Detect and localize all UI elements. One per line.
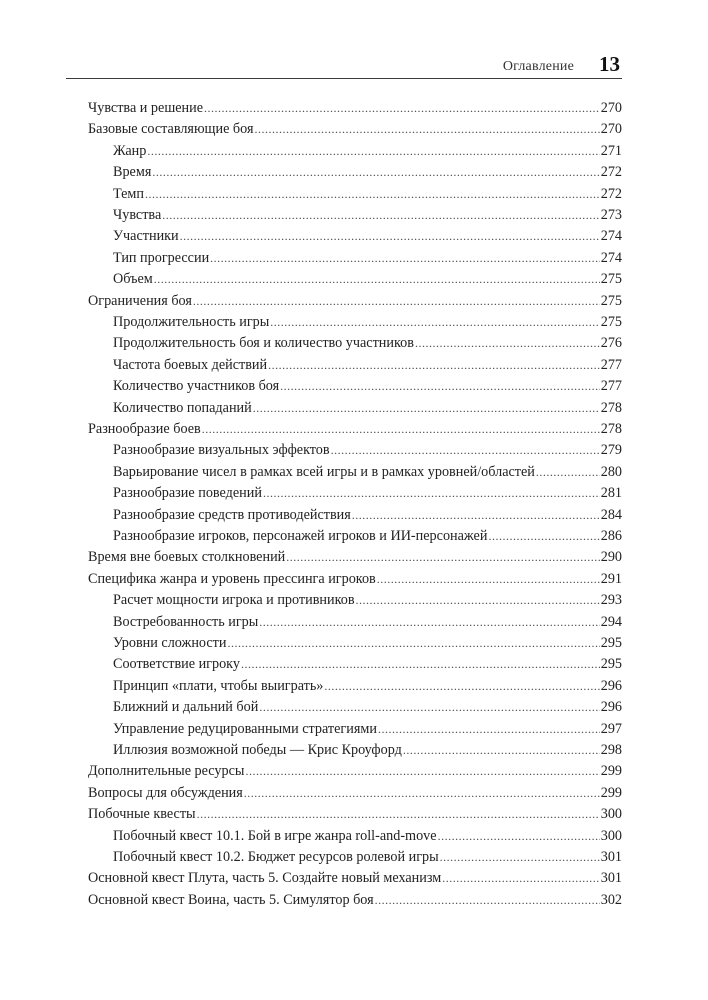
toc-entry bbox=[113, 526, 622, 547]
toc-entry bbox=[113, 590, 622, 611]
dot-leader bbox=[356, 590, 600, 611]
dot-leader bbox=[152, 162, 599, 183]
dot-leader bbox=[193, 291, 600, 312]
toc-entry bbox=[88, 119, 622, 140]
toc-entry-page: 295 bbox=[600, 656, 622, 673]
toc-entry-title: Темп bbox=[113, 185, 144, 202]
toc-entry bbox=[113, 398, 622, 419]
toc-entry bbox=[88, 569, 622, 590]
toc-entry-page: 294 bbox=[600, 613, 622, 630]
toc-entry-page: 301 bbox=[600, 849, 622, 865]
dot-leader bbox=[204, 98, 600, 119]
dot-leader bbox=[227, 633, 599, 654]
toc-entry-title: Уровни сложности bbox=[113, 635, 227, 651]
toc-entry bbox=[113, 847, 622, 868]
toc-entry bbox=[113, 826, 622, 847]
toc-entry-page: 275 bbox=[600, 292, 622, 309]
toc-entry bbox=[113, 248, 622, 269]
toc-entry-page: 274 bbox=[600, 249, 622, 266]
toc-entry bbox=[88, 783, 622, 804]
dot-leader bbox=[253, 398, 600, 419]
toc-entry-title: Востребованность игры bbox=[113, 613, 259, 630]
dot-leader bbox=[255, 119, 600, 140]
toc-entry bbox=[113, 440, 622, 461]
toc-entry-page: 275 bbox=[600, 314, 622, 330]
toc-entry-page: 296 bbox=[600, 699, 622, 716]
dot-leader bbox=[263, 483, 600, 504]
toc-entry-title: Разнообразие боев bbox=[88, 421, 201, 437]
dot-leader bbox=[154, 269, 600, 290]
toc-entry-title: Продолжительность игры bbox=[113, 314, 270, 330]
toc-entry-title: Время вне боевых столкновений bbox=[88, 549, 286, 566]
dot-leader bbox=[270, 312, 599, 333]
toc-entry-page: 272 bbox=[600, 185, 622, 202]
toc-entry-title: Чувства bbox=[113, 207, 162, 223]
toc-entry bbox=[113, 376, 622, 397]
toc-entry-page: 278 bbox=[600, 421, 622, 437]
toc-entry-title: Расчет мощности игрока и противников bbox=[113, 592, 355, 609]
toc-entry bbox=[88, 890, 622, 911]
toc-entry-title: Количество участников боя bbox=[113, 378, 280, 395]
toc-entry-title: Продолжительность боя и количество участников bbox=[113, 335, 414, 352]
dot-leader bbox=[162, 205, 599, 226]
toc-entry-title: Ограничения боя bbox=[88, 292, 192, 309]
toc-entry-title: Дополнительные ресурсы bbox=[88, 763, 245, 780]
toc-entry-title: Вопросы для обсуждения bbox=[88, 784, 243, 801]
dot-leader bbox=[536, 462, 600, 483]
toc-entry-title: Соответствие игроку bbox=[113, 656, 240, 673]
dot-leader bbox=[145, 184, 600, 205]
dot-leader bbox=[442, 868, 599, 889]
toc-entry bbox=[113, 312, 622, 333]
toc-entry-title: Участники bbox=[113, 228, 179, 245]
dot-leader bbox=[244, 783, 600, 804]
toc-entry bbox=[113, 333, 622, 354]
toc-entry-page: 278 bbox=[600, 399, 622, 416]
toc-entry-title: Варьирование чисел в рамках всей игры и в рамках уровней/областей bbox=[113, 463, 535, 480]
toc-entry bbox=[113, 141, 622, 162]
toc-entry bbox=[88, 761, 622, 782]
toc-entry-page: 295 bbox=[600, 635, 622, 651]
toc-entry bbox=[113, 462, 622, 483]
toc-entry bbox=[88, 804, 622, 825]
toc-entry bbox=[88, 291, 622, 312]
toc-entry-title: Управление редуцированными стратегиями bbox=[113, 720, 377, 737]
dot-leader bbox=[375, 890, 600, 911]
toc-entry bbox=[113, 184, 622, 205]
dot-leader bbox=[488, 526, 599, 547]
dot-leader bbox=[259, 612, 599, 633]
toc-entry-title: Частота боевых действий bbox=[113, 356, 268, 373]
dot-leader bbox=[202, 419, 600, 440]
toc-entry bbox=[113, 162, 622, 183]
toc-entry bbox=[113, 505, 622, 526]
toc-entry-title: Жанр bbox=[113, 142, 147, 159]
dot-leader bbox=[259, 697, 599, 718]
dot-leader bbox=[147, 141, 599, 162]
toc-entry-title: Время bbox=[113, 164, 152, 181]
toc-entry-page: 290 bbox=[600, 549, 622, 566]
toc-entry-page: 301 bbox=[600, 870, 622, 887]
dot-leader bbox=[268, 355, 600, 376]
toc-entry-page: 296 bbox=[600, 677, 622, 694]
dot-leader bbox=[245, 761, 599, 782]
toc-entry-page: 300 bbox=[600, 827, 622, 844]
toc-entry-title: Разнообразие игроков, персонажей игроков и ИИ-персонажей bbox=[113, 528, 488, 544]
dot-leader bbox=[331, 440, 600, 461]
toc-entry bbox=[88, 419, 622, 440]
dot-leader bbox=[378, 719, 600, 740]
toc-entry bbox=[88, 98, 622, 119]
toc-entry-page: 281 bbox=[600, 485, 622, 502]
toc-entry bbox=[113, 226, 622, 247]
toc-entry-title: Побочный квест 10.1. Бой в игре жанра roll-and-move bbox=[113, 827, 437, 844]
toc-entry bbox=[113, 355, 622, 376]
toc-entry-page: 298 bbox=[600, 742, 622, 758]
toc-entry bbox=[113, 633, 622, 654]
toc-entry-title: Количество попаданий bbox=[113, 399, 252, 416]
toc-entry-title: Иллюзия возможной победы — Крис Кроуфорд bbox=[113, 742, 402, 758]
toc-entry-title: Базовые составляющие боя bbox=[88, 121, 254, 138]
toc-entry-page: 280 bbox=[600, 463, 622, 480]
toc-entry-page: 277 bbox=[600, 378, 622, 395]
toc-entry-page: 273 bbox=[600, 207, 622, 223]
page-number: 13 bbox=[599, 52, 620, 76]
toc-entry-page: 300 bbox=[600, 806, 622, 823]
toc-entry-title: Разнообразие поведений bbox=[113, 485, 262, 502]
toc-entry bbox=[113, 740, 622, 761]
dot-leader bbox=[280, 376, 600, 397]
toc-entry-page: 271 bbox=[600, 142, 622, 159]
toc-entry-title: Ближний и дальний бой bbox=[113, 699, 259, 716]
toc-entry bbox=[113, 719, 622, 740]
toc-entry-title: Чувства и решение bbox=[88, 100, 204, 116]
toc-entry-title: Специфика жанра и уровень прессинга игроков bbox=[88, 570, 376, 587]
toc-entry-title: Тип прогрессии bbox=[113, 249, 210, 266]
toc-entry bbox=[113, 483, 622, 504]
toc-entry-page: 299 bbox=[600, 784, 622, 801]
toc-entry-page: 286 bbox=[600, 528, 622, 544]
toc-entry-page: 277 bbox=[600, 356, 622, 373]
toc-entry-page: 299 bbox=[600, 763, 622, 780]
toc-entry-page: 272 bbox=[600, 164, 622, 181]
dot-leader bbox=[324, 676, 599, 697]
toc-entry-page: 270 bbox=[600, 100, 622, 116]
toc-entry bbox=[88, 547, 622, 568]
toc-entry bbox=[88, 868, 622, 889]
dot-leader bbox=[403, 740, 600, 761]
dot-leader bbox=[197, 804, 600, 825]
toc-entry-title: Объем bbox=[113, 271, 153, 288]
running-header-title: Оглавление bbox=[502, 59, 574, 74]
toc-entry-title: Разнообразие средств противодействия bbox=[113, 506, 351, 523]
toc-entry-page: 291 bbox=[600, 570, 622, 587]
dot-leader bbox=[415, 333, 600, 354]
toc-entry-title: Побочный квест 10.2. Бюджет ресурсов ролевой игры bbox=[113, 849, 439, 865]
toc-entry-page: 302 bbox=[600, 891, 622, 908]
toc-entry-title: Принцип «плати, чтобы выиграть» bbox=[113, 677, 324, 694]
toc-entry bbox=[113, 269, 622, 290]
toc-entry bbox=[113, 612, 622, 633]
toc-entry-page: 270 bbox=[600, 121, 622, 138]
toc-entry bbox=[113, 676, 622, 697]
dot-leader bbox=[241, 654, 600, 675]
dot-leader bbox=[440, 847, 600, 868]
toc-entry-page: 274 bbox=[600, 228, 622, 245]
toc-entry-page: 293 bbox=[600, 592, 622, 609]
dot-leader bbox=[438, 826, 600, 847]
toc-entry bbox=[113, 697, 622, 718]
dot-leader bbox=[286, 547, 599, 568]
toc-entry bbox=[113, 205, 622, 226]
toc-entry-title: Побочные квесты bbox=[88, 806, 196, 823]
toc-entry-title: Основной квест Воина, часть 5. Симулятор боя bbox=[88, 891, 374, 908]
toc-entry-title: Основной квест Плута, часть 5. Создайте новый механизм bbox=[88, 870, 442, 887]
toc-entry-title: Разнообразие визуальных эффектов bbox=[113, 442, 330, 459]
toc-entry-page: 284 bbox=[600, 506, 622, 523]
toc-entry-page: 276 bbox=[600, 335, 622, 352]
dot-leader bbox=[352, 505, 600, 526]
toc-entry-page: 275 bbox=[600, 271, 622, 288]
toc-entry bbox=[113, 654, 622, 675]
toc-entry-page: 297 bbox=[600, 720, 622, 737]
dot-leader bbox=[210, 248, 600, 269]
toc-entry-page: 279 bbox=[600, 442, 622, 459]
running-header bbox=[66, 52, 622, 79]
dot-leader bbox=[180, 226, 600, 247]
dot-leader bbox=[377, 569, 600, 590]
